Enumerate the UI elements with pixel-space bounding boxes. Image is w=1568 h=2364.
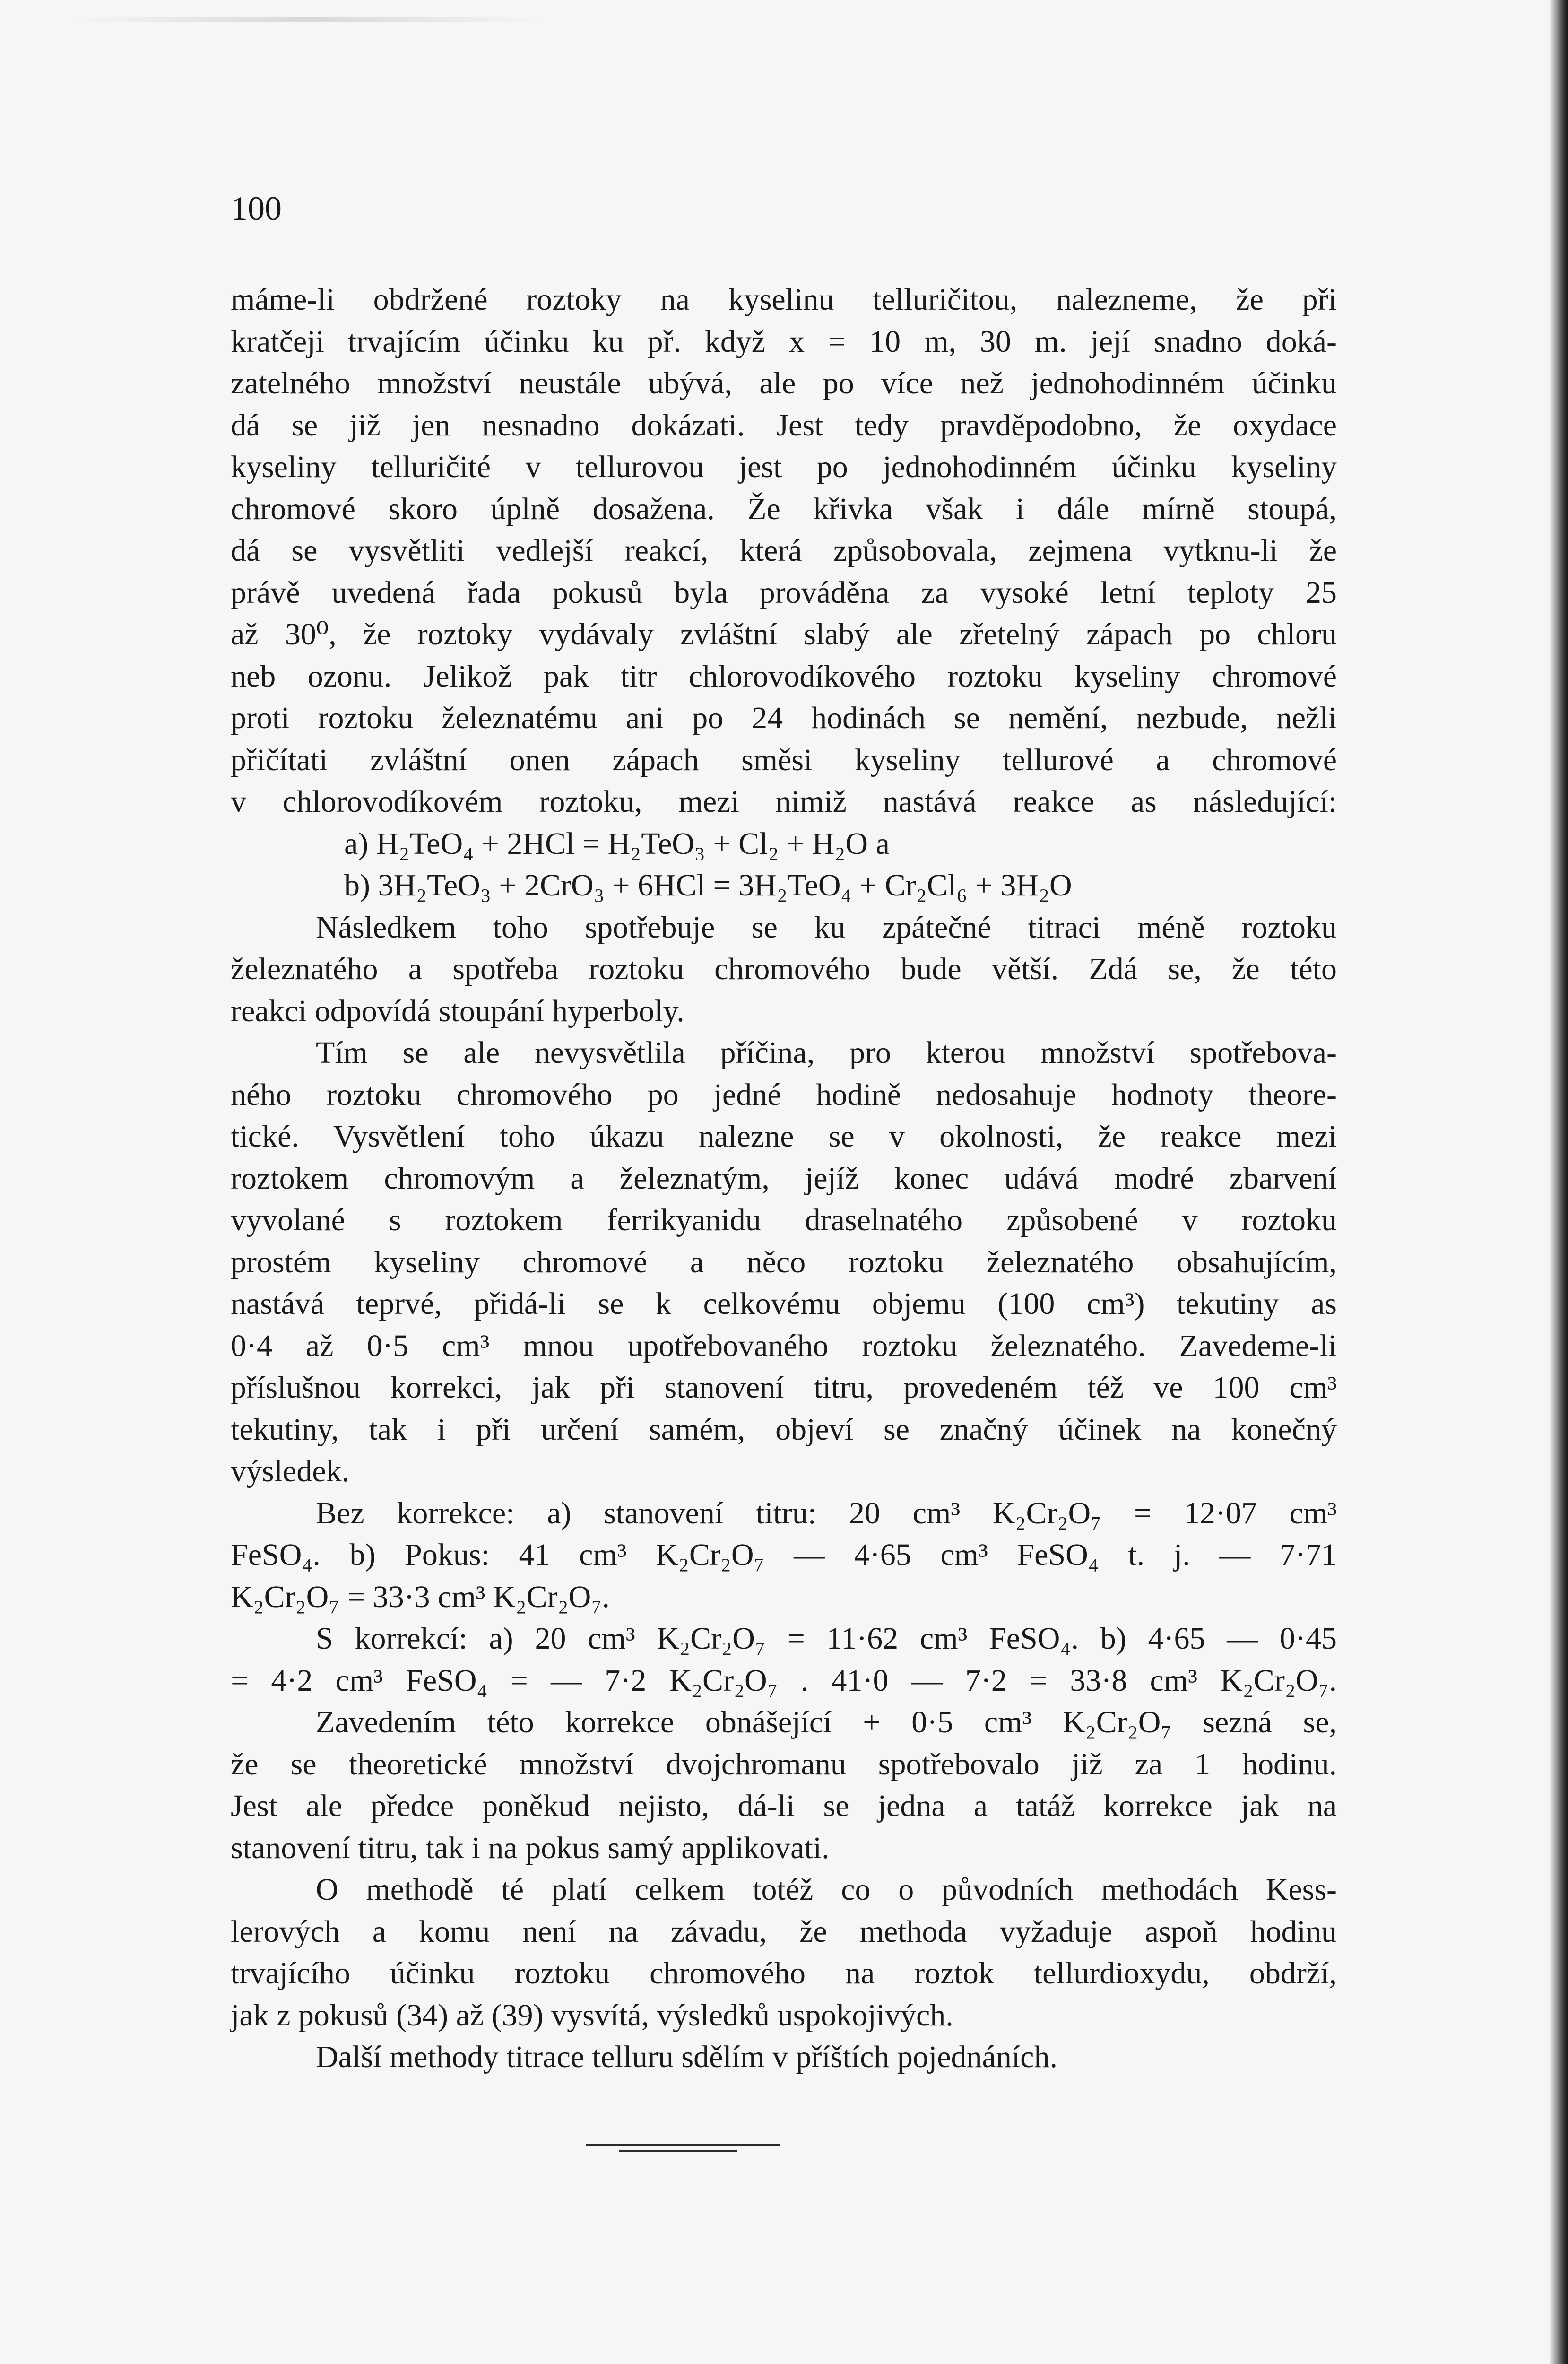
text-line: jak z pokusů (34) až (39) vysvítá, výsledků uspokojivých. bbox=[231, 1998, 953, 2033]
text-line: výsledek. bbox=[231, 1454, 350, 1488]
equation-a: a) H₂TeO₄ + 2HCl = H₂TeO₃ + Cl₂ + H₂O a bbox=[344, 826, 890, 861]
text-line: tekutiny, tak i při určení samém, objeví se značný účinek na konečný bbox=[231, 1412, 1337, 1447]
text-line: O methodě té platí celkem totéž co o původních methodách Kess- bbox=[316, 1872, 1337, 1907]
text-line: FeSO₄. b) Pokus: 41 cm³ K₂Cr₂O₇ — 4·65 cm³ FeSO₄ t. j. — 7·71 bbox=[231, 1538, 1337, 1572]
text-line: ného roztoku chromového po jedné hodině nedosahuje hodnoty theore- bbox=[231, 1077, 1337, 1112]
text-line: kratčeji trvajícím účinku ku př. když x = 10 m, 30 m. její snadno doká- bbox=[231, 324, 1337, 359]
text-line: zatelného množství neustále ubývá, ale po více než jednohodinném účinku bbox=[231, 366, 1337, 400]
text-line: kyseliny telluričité v tellurovou jest po jednohodinném účinku kyseliny bbox=[231, 450, 1337, 484]
text-line: lerových a komu není na závadu, že methoda vyžaduje aspoň hodinu bbox=[231, 1914, 1337, 1949]
text-line: železnatého a spotřeba roztoku chromového bude větší. Zdá se, že této bbox=[231, 952, 1337, 986]
text-line: máme-li obdržené roztoky na kyselinu telluričitou, nalezneme, že při bbox=[231, 282, 1337, 317]
text-line: Další methody titrace telluru sdělím v příštích pojednáních. bbox=[316, 2040, 1057, 2074]
text-line: S korrekcí: a) 20 cm³ K₂Cr₂O₇ = 11·62 cm³ FeSO₄. b) 4·65 — 0·45 bbox=[316, 1621, 1337, 1656]
text-line: Jest ale předce poněkud nejisto, dá-li se jedna a tatáž korrekce jak na bbox=[231, 1789, 1337, 1823]
text-line: roztokem chromovým a železnatým, jejíž konec udává modré zbarvení bbox=[231, 1161, 1337, 1196]
text-line: až 30⁰, že roztoky vydávaly zvláštní slabý ale zřetelný zápach po chloru bbox=[231, 617, 1337, 652]
text-line: přičítati zvláštní onen zápach směsi kyseliny tellurové a chromové bbox=[231, 742, 1337, 777]
scan-edge-shadow bbox=[1549, 0, 1568, 2364]
text-line: Bez korrekce: a) stanovení titru: 20 cm³ K₂Cr₂O₇ = 12·07 cm³ bbox=[316, 1495, 1337, 1530]
text-line: = 4·2 cm³ FeSO₄ = — 7·2 K₂Cr₂O₇ . 41·0 — 7·2 = 33·8 cm³ K₂Cr₂O₇. bbox=[231, 1663, 1337, 1698]
end-rule bbox=[586, 2144, 780, 2146]
text-line: trvajícího účinku roztoku chromového na roztok tellurdioxydu, obdrží, bbox=[231, 1956, 1337, 1990]
text-line: dá se již jen nesnadno dokázati. Jest tedy pravděpodobno, že oxydace bbox=[231, 408, 1337, 443]
text-line: reakci odpovídá stoupání hyperboly. bbox=[231, 993, 684, 1028]
text-line: vyvolané s roztokem ferrikyanidu draselnatého způsobené v roztoku bbox=[231, 1203, 1337, 1237]
text-line: proti roztoku železnatému ani po 24 hodinách se nemění, nezbude, nežli bbox=[231, 701, 1337, 735]
equation-b: b) 3H₂TeO₃ + 2CrO₃ + 6HCl = 3H₂TeO₄ + Cr₂Cl₆ + 3H₂O bbox=[344, 868, 1072, 903]
text-line: K₂Cr₂O₇ = 33·3 cm³ K₂Cr₂O₇. bbox=[231, 1579, 610, 1614]
text-line: chromové skoro úplně dosažena. Že křivka však i dále mírně stoupá, bbox=[231, 491, 1337, 526]
text-line: Tím se ale nevysvětlila příčina, pro kterou množství spotřebova- bbox=[316, 1035, 1337, 1070]
text-line: že se theoretické množství dvojchromanu spotřebovalo již za 1 hodinu. bbox=[231, 1747, 1337, 1782]
text-line: nastává teprvé, přidá-li se k celkovému objemu (100 cm³) tekutiny as bbox=[231, 1286, 1337, 1321]
page-number: 100 bbox=[231, 190, 282, 227]
text-line: prostém kyseliny chromové a něco roztoku železnatého obsahujícím, bbox=[231, 1244, 1337, 1279]
scan-smudge bbox=[71, 17, 544, 22]
text-line: dá se vysvětliti vedlejší reakcí, která způsobovala, zejmena vytknu-li že bbox=[231, 533, 1337, 568]
text-line: právě uvedená řada pokusů byla prováděna za vysoké letní teploty 25 bbox=[231, 575, 1337, 610]
body-text bbox=[231, 279, 1337, 2078]
text-line: Následkem toho spotřebuje se ku zpátečné titraci méně roztoku bbox=[316, 910, 1337, 945]
text-line: neb ozonu. Jelikož pak titr chlorovodíkového roztoku kyseliny chromové bbox=[231, 659, 1337, 694]
text-line: stanovení titru, tak i na pokus samý applikovati. bbox=[231, 1830, 830, 1865]
end-rule-short bbox=[619, 2150, 737, 2152]
text-line: 0·4 až 0·5 cm³ mnou upotřebovaného roztoku železnatého. Zavedeme-li bbox=[231, 1328, 1337, 1363]
text-line: tické. Vysvětlení toho úkazu nalezne se v okolnosti, že reakce mezi bbox=[231, 1119, 1337, 1154]
text-line: v chlorovodíkovém roztoku, mezi nimiž nastává reakce as následující: bbox=[231, 784, 1337, 819]
text-line: příslušnou korrekci, jak při stanovení titru, provedeném též ve 100 cm³ bbox=[231, 1370, 1337, 1405]
text-line: Zavedením této korrekce obnášející + 0·5 cm³ K₂Cr₂O₇ sezná se, bbox=[316, 1705, 1337, 1739]
